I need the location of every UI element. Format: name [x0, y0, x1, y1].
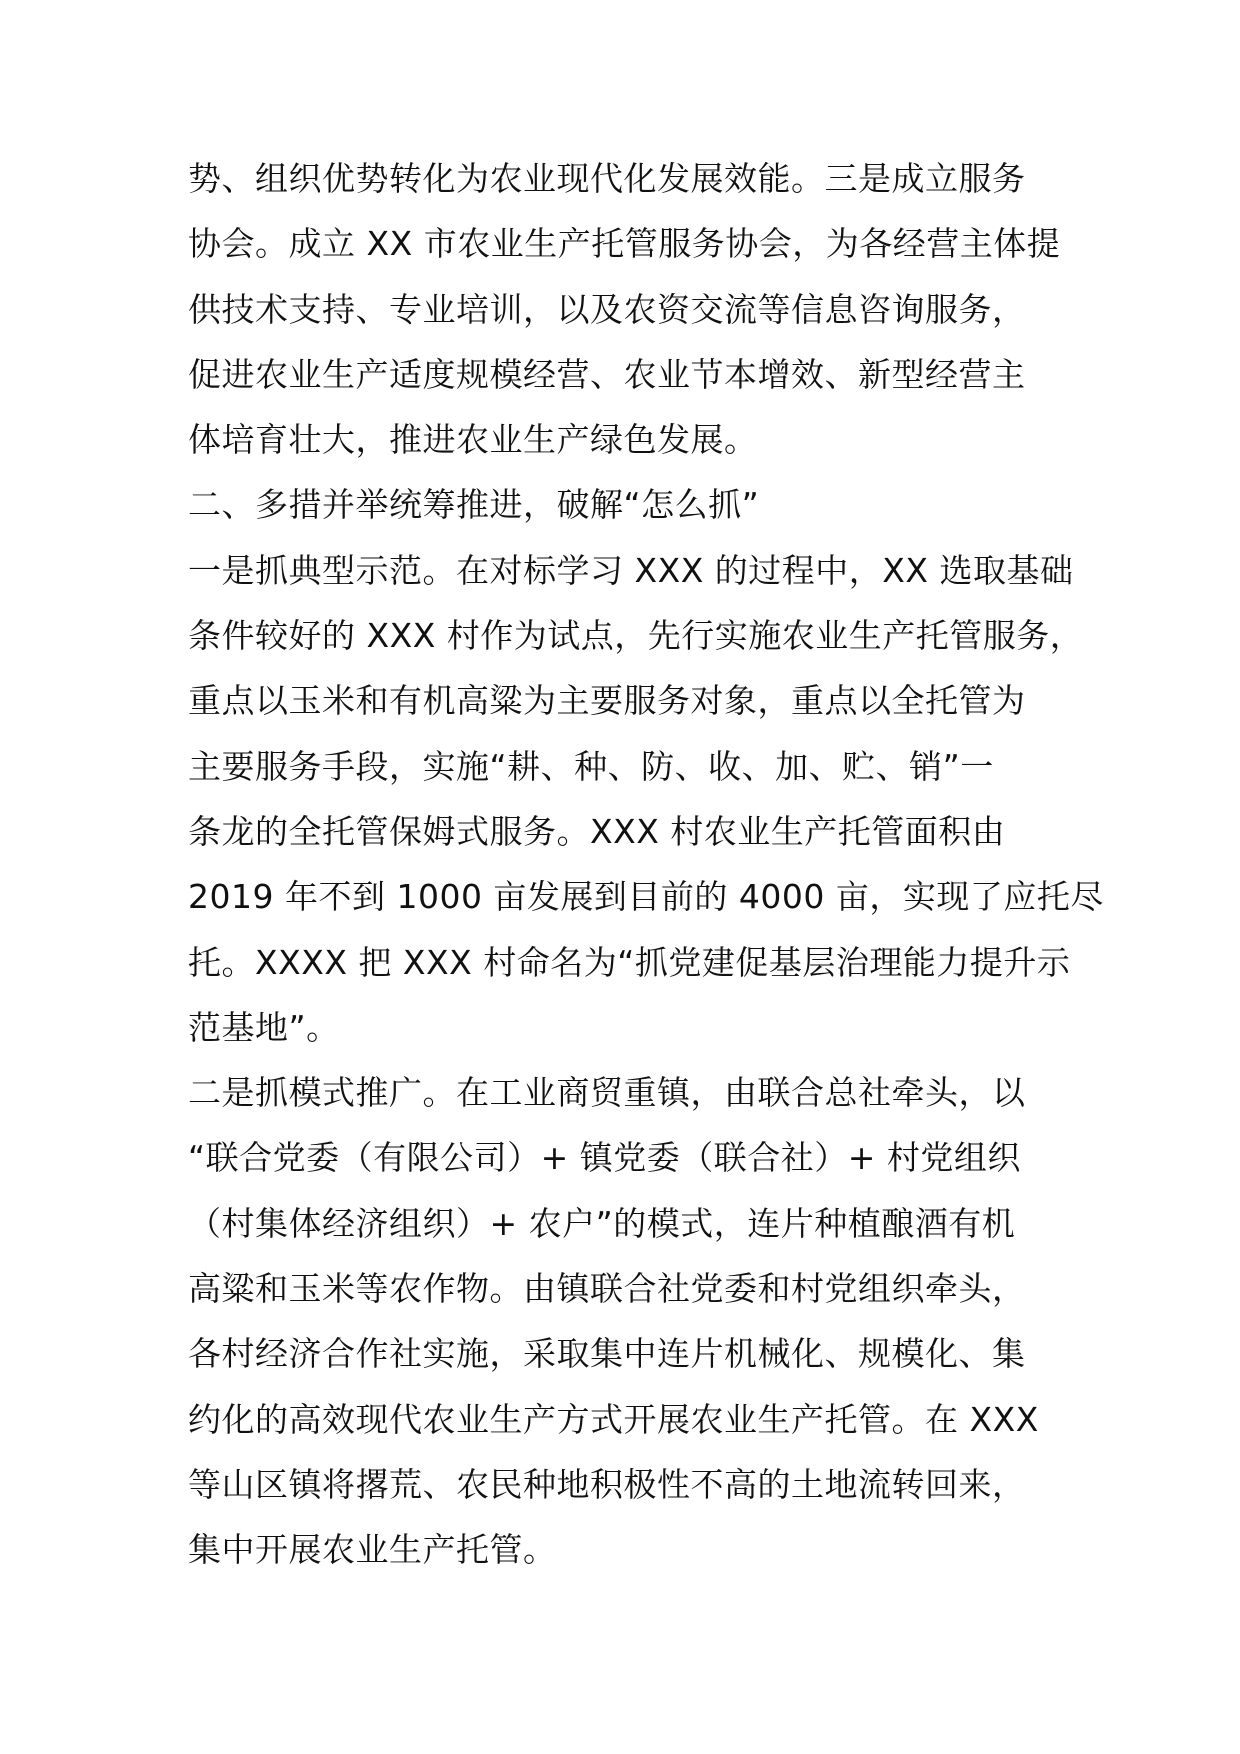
text-line: 体培育壮大，推进农业生产绿色发展。 [188, 420, 758, 460]
text-line: 条件较好的 XXX 村作为试点，先行实施农业生产托管服务， [188, 616, 1084, 656]
text-line: 范基地”。 [188, 1007, 340, 1047]
text-line: 协会。成立 XX 市农业生产托管服务协会，为各经营主体提 [188, 224, 1061, 264]
text-line: 一是抓典型示范。在对标学习 XXX 的过程中，XX 选取基础 [188, 550, 1074, 590]
text-line: “联合党委（有限公司）+ 镇党委（联合社）+ 村党组织 [188, 1138, 1021, 1178]
text-line: （村集体经济组织）+ 农户”的模式，连片种植酿酒有机 [188, 1203, 1016, 1243]
text-line: 约化的高效现代农业生产方式开展农业生产托管。在 XXX [188, 1399, 1039, 1439]
text-line: 促进农业生产适度规模经营、农业节本增效、新型经营主 [188, 354, 1026, 394]
section-heading: 二、多措并举统筹推进，破解“怎么抓” [188, 485, 760, 525]
text-line: 各村经济合作社实施，采取集中连片机械化、规模化、集 [188, 1334, 1026, 1374]
text-line: 条龙的全托管保姆式服务。XXX 村农业生产托管面积由 [188, 811, 1006, 851]
text-line: 势、组织优势转化为农业现代化发展效能。三是成立服务 [188, 159, 1026, 198]
text-line: 高粱和玉米等农作物。由镇联合社党委和村党组织牵头， [188, 1269, 1026, 1309]
text-line: 等山区镇将撂荒、农民种地积极性不高的土地流转回来， [188, 1464, 1026, 1504]
text-line: 二是抓模式推广。在工业商贸重镇，由联合总社牵头，以 [188, 1073, 1026, 1113]
text-line: 2019 年不到 1000 亩发展到目前的 4000 亩，实现了应托尽 [188, 877, 1104, 917]
document-body [188, 146, 1104, 1583]
text-line: 重点以玉米和有机高粱为主要服务对象，重点以全托管为 [188, 681, 1026, 721]
text-line: 主要服务手段，实施“耕、种、防、收、加、贮、销”一 [188, 746, 994, 786]
text-line: 供技术支持、专业培训，以及农资交流等信息咨询服务， [188, 289, 1026, 329]
text-line: 集中开展农业生产托管。 [188, 1530, 557, 1570]
text-line: 托。XXXX 把 XXX 村命名为“抓党建促基层治理能力提升示 [188, 942, 1071, 982]
